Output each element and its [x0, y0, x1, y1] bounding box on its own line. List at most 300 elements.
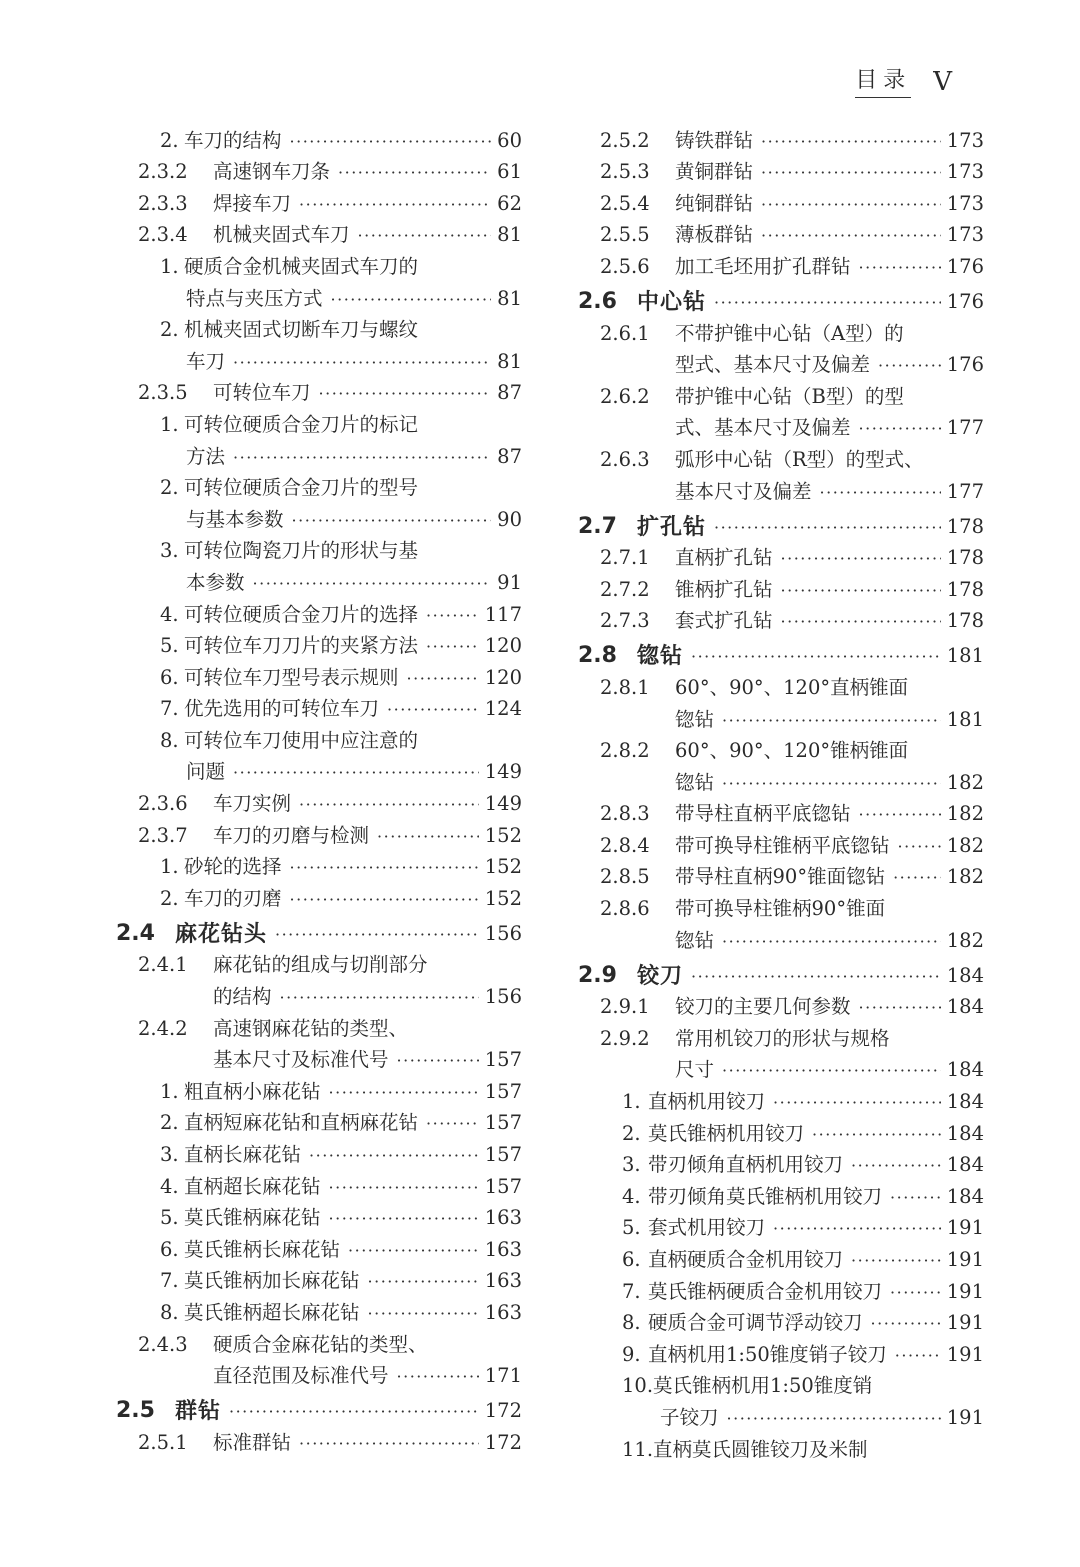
- toc-entry[interactable]: [578, 1178, 984, 1210]
- entry-title: 基本尺寸及标准代号: [213, 1048, 389, 1072]
- entry-page: 81: [497, 349, 522, 373]
- dot-leader: [781, 584, 941, 598]
- entry-title: 薄板群钻: [675, 223, 754, 247]
- toc-entry[interactable]: [578, 1115, 984, 1147]
- dot-leader: [691, 970, 941, 984]
- entry-title: 直柄机用铰刀: [648, 1090, 766, 1114]
- entry-page: 184: [946, 995, 984, 1019]
- entry-title: 带刃倾角莫氏锥柄机用铰刀: [648, 1184, 883, 1208]
- toc-entry[interactable]: [108, 501, 522, 533]
- entry-title: 高速钢车刀条: [213, 160, 331, 184]
- toc-entry[interactable]: [108, 217, 522, 249]
- toc-entry[interactable]: [108, 947, 522, 979]
- entry-title: 车刀的刃磨: [184, 886, 282, 910]
- toc-entry[interactable]: [578, 669, 984, 701]
- entry-number: 2.: [160, 886, 179, 910]
- dot-leader: [368, 1307, 479, 1321]
- entry-title: 带刃倾角直柄机用铰刀: [648, 1153, 844, 1177]
- entry-number: 2.5.4: [600, 191, 650, 215]
- entry-number: 2.6.2: [600, 384, 650, 408]
- entry-title: 直柄扩孔钻: [675, 546, 773, 570]
- entry-number: 1.: [160, 412, 179, 436]
- toc-chapter[interactable]: [108, 912, 522, 947]
- entry-title: 机械夹固式切断车刀与螺纹: [184, 318, 419, 342]
- entry-page: 152: [484, 855, 522, 879]
- toc-entry[interactable]: [578, 859, 984, 891]
- dot-leader: [851, 1254, 941, 1268]
- entry-number: 7.: [622, 1279, 641, 1303]
- toc-entry[interactable]: [108, 406, 522, 438]
- entry-title: 纯铜群钻: [675, 191, 754, 215]
- entry-page: 178: [946, 514, 984, 538]
- entry-title: 与基本参数: [186, 507, 284, 531]
- entry-page: 163: [484, 1237, 522, 1261]
- entry-number: 2.7.2: [600, 577, 650, 601]
- toc-entry[interactable]: [578, 827, 984, 859]
- toc-entry[interactable]: [578, 571, 984, 603]
- entry-title: 直柄短麻花钻和直柄麻花钻: [184, 1111, 419, 1135]
- toc-entry[interactable]: [108, 1105, 522, 1137]
- toc-entry[interactable]: [108, 849, 522, 881]
- dot-leader: [397, 1370, 479, 1384]
- toc-entry[interactable]: [108, 1073, 522, 1105]
- entry-number: 7.: [160, 1269, 179, 1293]
- entry-title: 铸铁群钻: [675, 128, 754, 152]
- dot-leader: [290, 861, 479, 875]
- dot-leader: [722, 1064, 941, 1078]
- toc-entry[interactable]: [108, 1326, 522, 1358]
- entry-page: 81: [497, 286, 522, 310]
- dot-leader: [714, 296, 941, 310]
- dot-leader: [820, 486, 941, 500]
- entry-title: 带导柱直柄90°锥面锪钻: [675, 865, 886, 889]
- toc-entry[interactable]: [578, 248, 984, 280]
- toc-column-left: [108, 122, 522, 1456]
- entry-page: 191: [946, 1342, 984, 1366]
- toc-entry[interactable]: [108, 1200, 522, 1232]
- entry-title: 可转位车刀型号表示规则: [184, 665, 399, 689]
- dot-leader: [426, 1117, 479, 1131]
- entry-title: 可转位硬质合金刀片的型号: [184, 476, 419, 500]
- entry-title: 可转位车刀: [213, 381, 311, 405]
- entry-number: 3.: [160, 1143, 179, 1166]
- entry-number: 3.: [160, 539, 179, 563]
- entry-page: 91: [497, 570, 522, 594]
- entry-title: 车刀实例: [213, 792, 292, 816]
- entry-number: 2.8.5: [600, 865, 650, 889]
- dot-leader: [253, 577, 492, 591]
- dot-leader: [368, 1275, 479, 1289]
- entry-number: 2.4.3: [138, 1332, 188, 1356]
- toc-entry[interactable]: [578, 989, 984, 1021]
- entry-page: 182: [946, 928, 984, 952]
- entry-number: 4.: [622, 1184, 641, 1208]
- entry-title: 带可换导柱锥柄平底锪钻: [675, 833, 890, 857]
- entry-title: 硬质合金麻花钻的类型、: [213, 1332, 428, 1356]
- dot-leader: [229, 1405, 479, 1419]
- entry-page: 90: [497, 507, 522, 531]
- toc-entry[interactable]: [108, 754, 522, 786]
- toc-entry[interactable]: [578, 701, 984, 733]
- entry-page: 178: [946, 609, 984, 633]
- toc-entry[interactable]: [108, 1231, 522, 1263]
- entry-number: 6.: [160, 665, 179, 689]
- page-header: [855, 58, 952, 98]
- dot-leader: [859, 261, 941, 275]
- entry-page: 61: [497, 160, 522, 184]
- dot-leader: [859, 1001, 941, 1015]
- entry-page: 181: [946, 644, 984, 668]
- entry-number: 2.5.3: [600, 160, 650, 184]
- toc-entry[interactable]: [108, 1263, 522, 1295]
- dot-leader: [773, 1222, 941, 1236]
- entry-page: 120: [484, 665, 522, 689]
- toc-entry[interactable]: [578, 122, 984, 154]
- dot-leader: [781, 552, 941, 566]
- dot-leader: [895, 1349, 941, 1363]
- entry-title: 黄铜群钻: [675, 160, 754, 184]
- entry-page: 184: [946, 1058, 984, 1082]
- dot-leader: [898, 840, 941, 854]
- toc-column-right: [578, 122, 984, 1463]
- entry-page: 176: [946, 289, 984, 313]
- entry-number: 5.: [160, 1206, 179, 1230]
- entry-title: 机械夹固式车刀: [213, 223, 350, 247]
- dot-leader: [714, 521, 941, 535]
- dot-leader: [851, 1159, 941, 1173]
- dot-leader: [377, 830, 479, 844]
- dot-leader: [722, 714, 941, 728]
- entry-number: 2.8.6: [600, 897, 650, 921]
- entry-title: 式、基本尺寸及偏差: [675, 416, 851, 440]
- entry-page: 178: [946, 577, 984, 601]
- toc-entry[interactable]: [578, 185, 984, 217]
- entry-page: 182: [946, 770, 984, 794]
- entry-page: 176: [946, 254, 984, 278]
- toc-entry[interactable]: [578, 347, 984, 379]
- entry-number: 6.: [622, 1248, 641, 1271]
- entry-page: 157: [484, 1079, 522, 1103]
- entry-title: 的结构: [213, 985, 272, 1009]
- entry-page: 182: [946, 802, 984, 826]
- entry-title: 方法: [186, 444, 226, 468]
- dot-leader: [280, 991, 479, 1005]
- entry-title: 车刀的结构: [184, 128, 282, 152]
- toc-entry[interactable]: [108, 312, 522, 344]
- entry-page: 177: [946, 416, 984, 440]
- toc-entry[interactable]: [578, 1431, 984, 1463]
- entry-number: 6.: [160, 1237, 179, 1261]
- toc-entry[interactable]: [578, 1241, 984, 1273]
- toc-entry[interactable]: [578, 1305, 984, 1337]
- entry-title: 带导柱直柄平底锪钻: [675, 802, 851, 826]
- entry-title: 问题: [186, 760, 226, 784]
- toc-entry[interactable]: [578, 890, 984, 922]
- dot-leader: [773, 1096, 941, 1110]
- entry-title: 标准群钻: [213, 1430, 292, 1454]
- toc-entry[interactable]: [108, 1424, 522, 1456]
- entry-number: 2.8.4: [600, 833, 650, 857]
- dot-leader: [329, 1212, 479, 1226]
- toc-chapter[interactable]: [578, 954, 984, 989]
- toc-entry[interactable]: [578, 1336, 984, 1368]
- toc-entry[interactable]: [578, 922, 984, 954]
- dot-leader: [722, 777, 941, 791]
- entry-number: 2.5: [116, 1398, 155, 1424]
- dot-leader: [890, 1286, 941, 1300]
- entry-title: 套式扩孔钻: [675, 609, 773, 633]
- toc-entry[interactable]: [578, 1210, 984, 1242]
- toc-entry[interactable]: [578, 764, 984, 796]
- entry-page: 176: [946, 353, 984, 377]
- toc-entry[interactable]: [108, 596, 522, 628]
- entry-page: 173: [946, 160, 984, 184]
- toc-entry[interactable]: [578, 733, 984, 765]
- toc-entry[interactable]: [578, 540, 984, 572]
- toc-entry[interactable]: [578, 315, 984, 347]
- entry-number: 2.5.5: [600, 223, 650, 247]
- toc-entry[interactable]: [108, 628, 522, 660]
- entry-title: 带可换导柱锥柄90°锥面: [675, 897, 886, 921]
- entry-number: 8.: [622, 1311, 641, 1335]
- entry-number: 2.8: [578, 643, 617, 669]
- entry-title: 尺寸: [675, 1058, 715, 1082]
- dot-leader: [426, 609, 479, 623]
- entry-title: 直柄机用1:50锥度销子铰刀: [648, 1342, 887, 1366]
- entry-number: 2.9.2: [600, 1026, 650, 1050]
- toc-entry[interactable]: [108, 248, 522, 280]
- entry-page: 184: [946, 1121, 984, 1145]
- header-title: 目录: [855, 67, 911, 98]
- dot-leader: [859, 422, 941, 436]
- entry-number: 11.: [622, 1437, 654, 1461]
- entry-page: 157: [484, 1048, 522, 1072]
- entry-number: 2.8.2: [600, 739, 650, 763]
- entry-page: 120: [484, 634, 522, 658]
- toc-entry[interactable]: [108, 1358, 522, 1390]
- entry-title: 莫氏锥柄硬质合金机用铰刀: [648, 1279, 883, 1303]
- dot-leader: [319, 387, 492, 401]
- toc-entry[interactable]: [108, 817, 522, 849]
- toc-entry[interactable]: [578, 1399, 984, 1431]
- toc-entry[interactable]: [578, 473, 984, 505]
- entry-title: 莫氏锥柄长麻花钻: [184, 1237, 341, 1261]
- entry-page: 124: [484, 697, 522, 721]
- toc-entry[interactable]: [578, 1020, 984, 1052]
- toc-entry[interactable]: [108, 978, 522, 1010]
- toc-entry[interactable]: [108, 154, 522, 186]
- toc-entry[interactable]: [578, 796, 984, 828]
- entry-title: 弧形中心钻（R型）的型式、: [675, 447, 924, 471]
- entry-page: 173: [946, 223, 984, 247]
- toc-entry[interactable]: [108, 343, 522, 375]
- entry-number: 2.4.1: [138, 953, 188, 977]
- entry-title: 莫氏锥柄麻花钻: [184, 1206, 321, 1230]
- entry-title: 可转位车刀使用中应注意的: [184, 728, 419, 752]
- toc-entry[interactable]: [108, 722, 522, 754]
- toc-chapter[interactable]: [578, 505, 984, 540]
- toc-entry[interactable]: [108, 691, 522, 723]
- entry-number: 2.5.1: [138, 1430, 188, 1454]
- entry-page: 191: [946, 1279, 984, 1303]
- entry-number: 2.8.1: [600, 675, 650, 699]
- entry-number: 2.8.3: [600, 802, 650, 826]
- dot-leader: [233, 451, 491, 465]
- entry-title: 群钻: [174, 1398, 221, 1425]
- dot-leader: [893, 871, 941, 885]
- entry-page: 182: [946, 865, 984, 889]
- entry-number: 9.: [622, 1342, 641, 1366]
- entry-title: 铰刀的主要几何参数: [675, 995, 851, 1019]
- dot-leader: [761, 229, 941, 243]
- entry-page: 62: [497, 191, 522, 215]
- entry-title: 直柄硬质合金机用铰刀: [648, 1248, 844, 1271]
- toc-entry[interactable]: [578, 154, 984, 186]
- dot-leader: [233, 356, 491, 370]
- toc-entry[interactable]: [578, 1147, 984, 1179]
- entry-title: 中心钻: [636, 288, 706, 315]
- header-page-number: V: [933, 67, 952, 97]
- dot-leader: [761, 198, 941, 212]
- entry-title: 本参数: [186, 570, 245, 594]
- dot-leader: [299, 798, 479, 812]
- entry-number: 2.6.1: [600, 321, 650, 345]
- entry-page: 173: [946, 128, 984, 152]
- entry-title: 扩孔钻: [636, 513, 706, 540]
- toc-chapter[interactable]: [578, 634, 984, 669]
- entry-number: 2.4.2: [138, 1016, 188, 1040]
- entry-number: 2.4: [116, 920, 155, 946]
- dot-leader: [292, 514, 492, 528]
- toc-entry[interactable]: [578, 1273, 984, 1305]
- toc-entry[interactable]: [578, 603, 984, 635]
- entry-number: 2.: [622, 1121, 641, 1145]
- entry-number: 8.: [160, 728, 179, 752]
- dot-leader: [397, 1054, 479, 1068]
- entry-number: 2.7: [578, 513, 617, 539]
- entry-number: 2.9: [578, 962, 617, 988]
- entry-number: 1.: [160, 855, 179, 879]
- entry-number: 2.: [160, 128, 179, 152]
- entry-number: 1.: [160, 1079, 179, 1103]
- toc-entry[interactable]: [578, 217, 984, 249]
- toc-entry[interactable]: [108, 785, 522, 817]
- entry-number: 10.: [622, 1374, 654, 1398]
- entry-number: 5.: [622, 1216, 641, 1240]
- entry-number: 2.6.3: [600, 447, 650, 471]
- toc-entry[interactable]: [578, 1368, 984, 1400]
- dot-leader: [761, 135, 941, 149]
- entry-number: 1.: [160, 254, 179, 278]
- entry-page: 156: [484, 985, 522, 1009]
- toc-entry[interactable]: [108, 470, 522, 502]
- entry-title: 可转位车刀刀片的夹紧方法: [184, 634, 419, 658]
- entry-number: 2.7.1: [600, 546, 650, 570]
- entry-page: 157: [484, 1111, 522, 1135]
- toc-entry[interactable]: [108, 280, 522, 312]
- entry-page: 117: [484, 602, 522, 626]
- entry-title: 不带护锥中心钻（A型）的: [675, 321, 904, 345]
- entry-page: 172: [484, 1399, 522, 1423]
- toc-entry[interactable]: [108, 1042, 522, 1074]
- entry-page: 157: [484, 1174, 522, 1198]
- entry-title: 莫氏锥柄加长麻花钻: [184, 1269, 360, 1293]
- entry-page: 60: [497, 128, 522, 152]
- entry-page: 163: [484, 1300, 522, 1324]
- dot-leader: [761, 166, 941, 180]
- entry-number: 5.: [160, 634, 179, 658]
- toc-entry[interactable]: [108, 185, 522, 217]
- toc-entry[interactable]: [108, 1136, 522, 1168]
- entry-title: 子铰刀: [660, 1405, 719, 1429]
- toc-entry[interactable]: [108, 438, 522, 470]
- entry-number: 4.: [160, 602, 179, 626]
- entry-number: 2.3.4: [138, 223, 188, 247]
- entry-title: 带护锥中心钻（B型）的型: [675, 384, 904, 408]
- entry-number: 2.5.6: [600, 254, 650, 278]
- toc-entry[interactable]: [578, 378, 984, 410]
- entry-number: 2.3.3: [138, 191, 188, 215]
- toc-entry[interactable]: [108, 533, 522, 565]
- toc-entry[interactable]: [108, 880, 522, 912]
- dot-leader: [309, 1149, 479, 1163]
- entry-page: 191: [946, 1216, 984, 1240]
- entry-title: 特点与夹压方式: [186, 286, 323, 310]
- entry-number: 2.9.1: [600, 995, 650, 1019]
- toc-entry[interactable]: [578, 441, 984, 473]
- entry-page: 184: [946, 963, 984, 987]
- toc-entry[interactable]: [108, 1168, 522, 1200]
- entry-page: 181: [946, 707, 984, 731]
- toc-entry[interactable]: [578, 410, 984, 442]
- toc-entry[interactable]: [578, 1052, 984, 1084]
- toc-entry[interactable]: [108, 122, 522, 154]
- toc-entry[interactable]: [108, 564, 522, 596]
- toc-entry[interactable]: [108, 375, 522, 407]
- entry-page: 177: [946, 479, 984, 503]
- toc-chapter[interactable]: [578, 280, 984, 315]
- toc-entry[interactable]: [578, 1083, 984, 1115]
- entry-page: 178: [946, 546, 984, 570]
- entry-number: 7.: [160, 697, 179, 721]
- entry-number: 8.: [160, 1300, 179, 1324]
- entry-title: 锥柄扩孔钻: [675, 577, 773, 601]
- entry-title: 麻花钻头: [174, 920, 267, 947]
- toc-entry[interactable]: [108, 1294, 522, 1326]
- entry-title: 可转位硬质合金刀片的选择: [184, 602, 419, 626]
- dot-leader: [426, 640, 479, 654]
- entry-page: 81: [497, 223, 522, 247]
- toc-entry[interactable]: [108, 659, 522, 691]
- entry-title: 硬质合金可调节浮动铰刀: [648, 1311, 863, 1335]
- entry-title: 铰刀: [636, 962, 683, 989]
- entry-title: 锪钻: [675, 770, 715, 794]
- toc-entry[interactable]: [108, 1010, 522, 1042]
- dot-leader: [812, 1128, 941, 1142]
- entry-title: 高速钢麻花钻的类型、: [213, 1016, 409, 1040]
- entry-number: 2.3.6: [138, 792, 188, 816]
- toc-chapter[interactable]: [108, 1389, 522, 1424]
- dot-leader: [890, 1191, 941, 1205]
- dot-leader: [329, 1086, 479, 1100]
- entry-title: 直柄超长麻花钻: [184, 1174, 321, 1198]
- entry-title: 粗直柄小麻花钻: [184, 1079, 321, 1103]
- entry-page: 191: [946, 1311, 984, 1335]
- entry-number: 2.5.2: [600, 128, 650, 152]
- entry-title: 60°、90°、120°直柄锥面: [675, 675, 909, 699]
- dot-leader: [299, 1437, 479, 1451]
- entry-page: 156: [484, 921, 522, 945]
